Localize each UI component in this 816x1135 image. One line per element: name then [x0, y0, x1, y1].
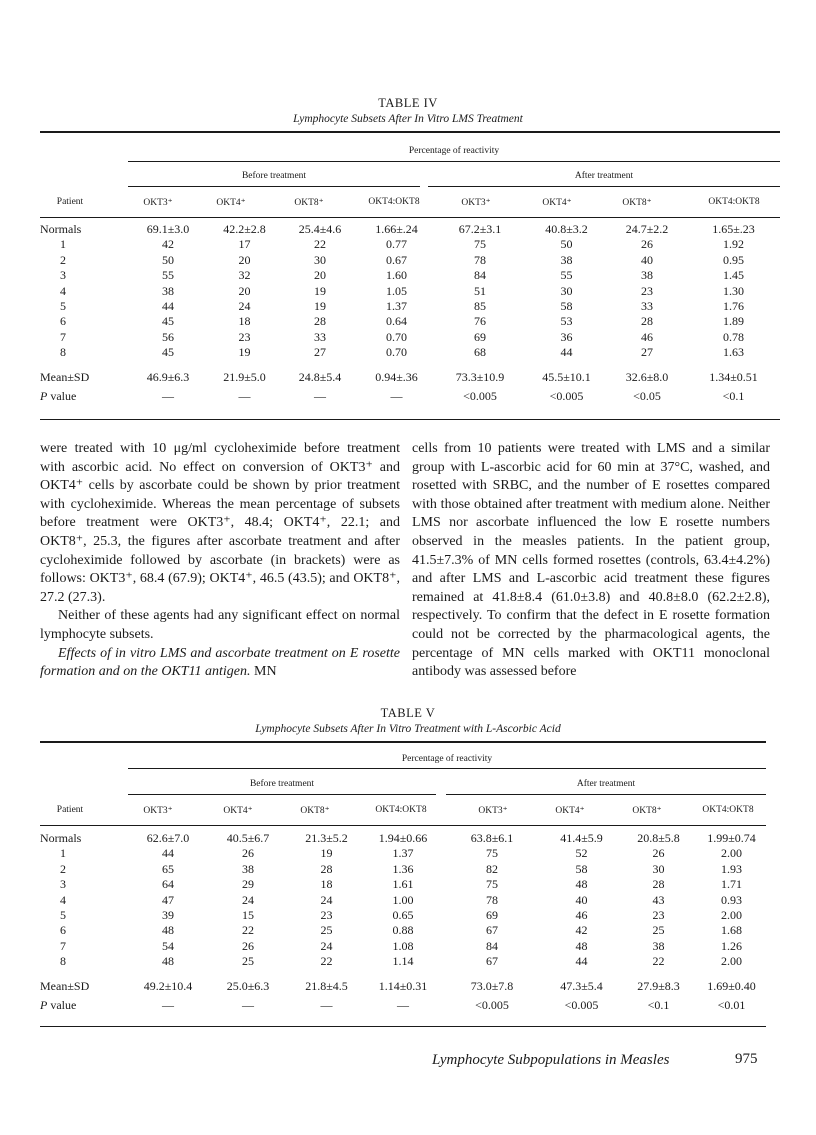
table-cell: 55: [162, 268, 174, 283]
row-label: 2: [60, 861, 66, 876]
table-row: [40, 908, 766, 923]
table-cell: 25: [320, 923, 333, 938]
table-cell: 21.8±4.5: [305, 978, 348, 993]
row-label: 5: [60, 299, 66, 314]
table-row: [40, 877, 766, 892]
table-row: [40, 954, 766, 969]
table-cell: 18: [320, 877, 333, 892]
table-cell: 49.2±10.4: [143, 978, 193, 993]
table-row: [40, 268, 780, 283]
table-cell: 23: [641, 283, 653, 298]
table-cell: 0.64: [386, 314, 407, 329]
table-cell: <0.1: [722, 389, 745, 404]
normals-row: [40, 831, 766, 846]
table-cell: 2.00: [721, 908, 742, 923]
table-cell: 23: [320, 908, 333, 923]
table-cell: 38: [560, 252, 573, 267]
table-row: [40, 284, 780, 299]
table-cell: 20.8±5.8: [637, 831, 680, 845]
table-row: [40, 893, 766, 908]
table-cell: 46.9±6.3: [146, 369, 190, 384]
table-cell: 24.8±5.4: [298, 369, 342, 384]
table5-col-ratio-after: OKT4:OKT8: [702, 805, 754, 815]
table-cell: 78: [474, 252, 486, 267]
row-label: 7: [60, 938, 66, 953]
table-cell: 27: [641, 345, 653, 360]
table-cell: 25.0±6.3: [226, 978, 270, 993]
body-left-paragraph-1: were treated with 10 μg/ml cycloheximide before treatment with ascorbic acid. No effect on conversion of OKT3⁺ and OKT4⁺ cells by ascorbate could be shown by prior treatment with cycloheximide. Whereas the mean percentage of subsets before treatment were OKT3⁺, 48.4; OKT4⁺, 22.1; and OKT8⁺, 25.3, the figures after ascorbate treatment and after cycloheximide followed by ascorbate (in brackets) were as follows: OKT3⁺, 68.4 (67.9); OKT4⁺, 46.5 (43.5); and OKT8⁺, 27.2 (27.3).: [40, 441, 400, 605]
table-cell: 30: [652, 861, 665, 876]
row-label: 3: [60, 877, 66, 892]
table-cell: 1.34±0.51: [709, 369, 758, 384]
table-row: [40, 939, 766, 954]
running-footer: [432, 1051, 669, 1069]
table-cell: 51: [474, 283, 486, 298]
table-cell: 1.76: [723, 299, 744, 314]
table-cell: 32: [238, 268, 251, 283]
p-italic: P: [40, 389, 48, 404]
table-cell: 54: [162, 938, 174, 953]
table5-col-okt3-after: OKT3⁺: [478, 806, 508, 816]
table5-col-okt8-after: OKT8⁺: [632, 806, 662, 816]
table-cell: 0.94±.36: [375, 369, 418, 384]
table-cell: 75: [474, 237, 486, 252]
table4-col-okt3-before: OKT3⁺: [143, 198, 173, 208]
table-cell: 1.63: [723, 345, 744, 360]
table4-title: TABLE IV: [378, 96, 438, 110]
table5-col-okt8-before: OKT8⁺: [300, 806, 330, 816]
table4-col-okt4-after: OKT4⁺: [542, 198, 572, 208]
table4-before-label: Before treatment: [241, 171, 307, 181]
table-cell: 0.95: [723, 252, 744, 267]
table4-col-ratio-after: OKT4:OKT8: [708, 197, 760, 207]
table-cell: 1.26: [721, 938, 742, 953]
table-cell: 20: [314, 268, 326, 283]
table-cell: 47: [162, 892, 174, 907]
table-cell: 40: [641, 252, 653, 267]
table4-caption: Lymphocyte Subsets After In Vitro LMS Treatment: [293, 113, 523, 125]
table5-group-rule: [128, 768, 766, 769]
table-cell: 27: [314, 345, 326, 360]
table-cell: 48: [162, 954, 174, 969]
table4-col-ratio-before: OKT4:OKT8: [368, 197, 420, 207]
table-row: [40, 253, 780, 268]
table5-before-label: Before treatment: [249, 779, 315, 789]
table-row: [40, 923, 766, 938]
table-cell: <0.005: [564, 998, 599, 1013]
table-cell: 42: [162, 237, 174, 252]
table-cell: 1.14±0.31: [378, 978, 428, 993]
table-cell: 85: [474, 299, 486, 314]
table-cell: 1.30: [723, 283, 744, 298]
table-cell: 69: [486, 908, 498, 923]
table-cell: 19: [320, 846, 333, 861]
table-cell: 24: [320, 892, 333, 907]
table-cell: 1.65±.23: [712, 222, 755, 236]
table-cell: 58: [560, 299, 573, 314]
table-cell: 1.36: [392, 861, 414, 876]
table-cell: 44: [575, 954, 588, 969]
table5-after-label: After treatment: [576, 779, 636, 789]
table-cell: 69.1±3.0: [146, 222, 190, 236]
table-cell: 1.93: [721, 861, 742, 876]
table-cell: 38: [652, 938, 665, 953]
table5-before-rule: [128, 794, 436, 795]
table5-bottom-rule: [40, 1026, 766, 1027]
table-cell: 23: [238, 329, 251, 344]
table-cell: 19: [314, 299, 326, 314]
table-cell: 32.6±8.0: [625, 369, 669, 384]
table-cell: 46: [641, 329, 653, 344]
row-label: 8: [60, 345, 66, 360]
row-label: 1: [60, 846, 66, 861]
table-cell: —: [238, 389, 251, 404]
table5-col-okt3-before: OKT3⁺: [143, 806, 173, 816]
table-cell: 1.94±0.66: [378, 831, 428, 845]
table-cell: 76: [474, 314, 486, 329]
row-label: P value: [40, 998, 77, 1013]
table4-col-okt8-before: OKT8⁺: [294, 198, 324, 208]
table-cell: 1.14: [392, 954, 414, 969]
table-row: [40, 846, 766, 861]
table-cell: 73.3±10.9: [455, 369, 505, 384]
table5-body: [40, 831, 766, 1013]
table5-title: TABLE V: [380, 706, 436, 720]
table-row: [40, 330, 780, 345]
table-cell: 1.89: [723, 314, 744, 329]
table-cell: 24.7±2.2: [625, 222, 669, 236]
body-left-paragraph-2: Neither of these agents had any significant effect on normal lymphocyte subsets.: [40, 608, 400, 642]
table-cell: 43: [652, 892, 665, 907]
table-cell: 1.61: [392, 877, 414, 892]
table5-patient-header: Patient: [56, 805, 84, 815]
table-cell: —: [242, 998, 254, 1013]
table-cell: 26: [652, 846, 665, 861]
table4-col-okt8-after: OKT8⁺: [622, 198, 652, 208]
row-label: 6: [60, 314, 66, 329]
table-cell: 44: [162, 299, 174, 314]
table-cell: 1.68: [721, 923, 742, 938]
table-cell: 58: [575, 861, 588, 876]
table-cell: 46: [575, 908, 588, 923]
table-cell: 63.8±6.1: [470, 831, 514, 845]
p-italic: P: [40, 998, 48, 1013]
table-cell: 38: [162, 283, 174, 298]
table4-col-okt3-after: OKT3⁺: [461, 198, 491, 208]
section-heading: Effects of in vitro LMS and ascorbate treatment on E rosette formation and on the OKT11 antigen.: [40, 645, 400, 680]
table-cell: 50: [560, 237, 573, 252]
table-cell: 20: [238, 252, 251, 267]
row-label: 4: [60, 892, 66, 907]
table-cell: 2.00: [721, 954, 742, 969]
table-cell: 24: [238, 299, 251, 314]
table-cell: 20: [238, 283, 251, 298]
table-cell: 2.00: [721, 846, 742, 861]
table-cell: 42: [575, 923, 588, 938]
table-cell: 69: [474, 329, 486, 344]
row-label: 8: [60, 954, 66, 969]
row-label: 7: [60, 329, 66, 344]
table-cell: 64: [162, 877, 174, 892]
table-cell: <0.1: [647, 998, 670, 1013]
table-cell: 1.92: [723, 237, 744, 252]
body-left-column: [40, 440, 400, 682]
table-cell: 22: [242, 923, 254, 938]
table-cell: 27.9±8.3: [637, 978, 680, 993]
table-cell: 40.5±6.7: [226, 831, 270, 845]
table-cell: 45: [162, 314, 174, 329]
table-cell: 1.45: [723, 268, 744, 283]
table5-header-rule: [40, 825, 766, 826]
row-label: 1: [60, 237, 66, 252]
table-cell: 0.88: [392, 923, 414, 938]
table-cell: 28: [652, 877, 665, 892]
body-right-column: [412, 440, 770, 682]
page-number: 975: [735, 1051, 758, 1067]
table-cell: 28: [314, 314, 326, 329]
table-cell: 53: [560, 314, 573, 329]
table-cell: 1.99±0.74: [707, 831, 756, 845]
table-cell: 24: [320, 938, 333, 953]
table-cell: 17: [238, 237, 251, 252]
body-right-paragraph-1: cells from 10 patients were treated with LMS and a similar group with L-ascorbic acid for 60 min at 37°C, washed, and rosetted with SRBC, and the number of E rosettes compared with those obtained after treatment with medium alone. Neither LMS nor ascorbate influenced the low E rosette numbers observed in the measles patients. In the patient group, 41.5±7.3% of MN cells formed rosettes (controls, 63.4±4.2%) and after LMS and L-ascorbic acid treatment these figures remained at 41.8±8.4 (61.0±3.8) and 40.8±8.0 (62.2±2.8), respectively. To confirm that the defect in E rosette formation could not be corrected by the pharmacological agents, the percentage of MN cells marked with OKT11 monoclonal antibody was assessed before: [412, 441, 770, 680]
table-cell: 44: [162, 846, 174, 861]
table-cell: 26: [242, 938, 254, 953]
table4-before-rule: [128, 186, 420, 187]
table-cell: 67: [486, 923, 498, 938]
table-cell: 0.70: [386, 329, 407, 344]
table-cell: 40.8±3.2: [545, 222, 588, 236]
table-cell: 68: [474, 345, 486, 360]
table4-group-rule: [128, 161, 780, 162]
table-cell: 30: [560, 283, 573, 298]
table-cell: 28: [641, 314, 653, 329]
table-cell: 82: [486, 861, 498, 876]
table-row: [40, 862, 766, 877]
table-cell: 48: [575, 938, 588, 953]
table4-column-headers: [128, 197, 780, 211]
table-cell: —: [314, 389, 326, 404]
table-cell: 67.2±3.1: [458, 222, 502, 236]
table-cell: 0.78: [723, 329, 744, 344]
table-cell: —: [320, 998, 333, 1013]
table-cell: 84: [486, 938, 498, 953]
table-row: [40, 237, 780, 252]
table-cell: 45.5±10.1: [542, 369, 591, 384]
table5-group-header: Percentage of reactivity: [401, 754, 493, 764]
table-cell: 33: [641, 299, 653, 314]
table-cell: 52: [575, 846, 588, 861]
table4-group-header: Percentage of reactivity: [408, 146, 500, 156]
table4-body: [40, 222, 780, 404]
table4-col-okt4-before: OKT4⁺: [216, 198, 246, 208]
row-label: 6: [60, 923, 66, 938]
table-cell: <0.05: [633, 389, 661, 404]
table-cell: 75: [486, 846, 498, 861]
body-left-paragraph-3: Effects of in vitro LMS and ascorbate treatment on E rosette formation and on the OKT11 antigen. MN: [40, 645, 400, 680]
table-cell: 62.6±7.0: [146, 831, 190, 845]
table-cell: 78: [486, 892, 498, 907]
table-cell: 45: [162, 345, 174, 360]
row-label: Mean±SD: [40, 978, 90, 993]
table5-caption: Lymphocyte Subsets After In Vitro Treatment with L-Ascorbic Acid: [255, 723, 561, 735]
table-cell: 42.2±2.8: [223, 222, 266, 236]
table-cell: 26: [641, 237, 653, 252]
row-label: P value: [40, 389, 77, 404]
table-cell: 24: [242, 892, 254, 907]
table-cell: 0.93: [721, 892, 742, 907]
table-cell: 48: [162, 923, 174, 938]
table-cell: <0.005: [475, 998, 509, 1013]
table5-col-ratio-before: OKT4:OKT8: [375, 805, 427, 815]
running-title: Lymphocyte Subpopulations in Measles: [432, 1052, 670, 1068]
table-cell: 1.60: [386, 268, 407, 283]
table-cell: 47.3±5.4: [560, 978, 603, 993]
row-label: 5: [60, 908, 66, 923]
table-cell: 65: [162, 861, 174, 876]
table-cell: 41.4±5.9: [560, 831, 603, 845]
table-cell: 1.37: [392, 846, 414, 861]
table-cell: 44: [560, 345, 573, 360]
table-cell: —: [162, 389, 174, 404]
table-cell: 56: [162, 329, 174, 344]
table-cell: 1.05: [386, 283, 407, 298]
row-label: Normals: [40, 831, 82, 845]
table-cell: 39: [162, 908, 174, 923]
table-cell: 36: [560, 329, 573, 344]
table5-col-okt4-before: OKT4⁺: [223, 806, 253, 816]
row-label: 3: [60, 268, 66, 283]
table-cell: 75: [486, 877, 498, 892]
table-cell: 67: [486, 954, 498, 969]
table-row: [40, 299, 780, 314]
row-label: 2: [60, 252, 66, 267]
table-cell: 38: [242, 861, 254, 876]
table-cell: 22: [652, 954, 665, 969]
table-cell: <0.005: [549, 389, 584, 404]
table5-col-okt4-after: OKT4⁺: [555, 806, 585, 816]
table-cell: 21.9±5.0: [223, 369, 266, 384]
table-cell: 84: [474, 268, 486, 283]
table-cell: 1.08: [392, 938, 414, 953]
table-cell: 0.77: [386, 237, 407, 252]
table-cell: 1.71: [721, 877, 742, 892]
table-cell: 29: [242, 877, 254, 892]
table-cell: 21.3±5.2: [305, 831, 348, 845]
table-cell: —: [162, 998, 174, 1013]
row-label: 4: [60, 283, 66, 298]
table-cell: 40: [575, 892, 588, 907]
table-cell: 1.00: [392, 892, 414, 907]
table-cell: 55: [560, 268, 573, 283]
table-cell: 0.70: [386, 345, 407, 360]
table-row: [40, 345, 780, 360]
table4-bottom-rule: [40, 419, 780, 420]
row-label: Mean±SD: [40, 369, 90, 384]
table4-top-rule: [40, 131, 780, 133]
table-cell: 18: [238, 314, 251, 329]
table-cell: 25: [652, 923, 665, 938]
pvalue-row: [40, 385, 780, 404]
table-cell: 1.69±0.40: [707, 978, 756, 993]
table-cell: <0.01: [717, 998, 746, 1013]
table5-top-rule: [40, 741, 766, 743]
table4-after-label: After treatment: [574, 171, 634, 181]
table-cell: 26: [242, 846, 254, 861]
table-cell: 1.37: [386, 299, 407, 314]
table-cell: 15: [242, 908, 254, 923]
table-cell: 50: [162, 252, 174, 267]
table4-header-rule: [40, 217, 780, 218]
table-cell: 0.65: [392, 908, 414, 923]
normals-row: [40, 222, 780, 237]
table4-after-rule: [428, 186, 780, 187]
table-cell: 0.67: [386, 252, 407, 267]
table-cell: 73.0±7.8: [470, 978, 514, 993]
pvalue-row: [40, 994, 766, 1013]
table-cell: 30: [314, 252, 326, 267]
table-cell: 22: [314, 237, 326, 252]
table-cell: <0.005: [463, 389, 497, 404]
table-cell: 22: [320, 954, 333, 969]
table-cell: 28: [320, 861, 333, 876]
table-cell: 48: [575, 877, 588, 892]
table-cell: 33: [314, 329, 326, 344]
table-cell: 19: [238, 345, 251, 360]
table4-patient-header: Patient: [56, 197, 84, 207]
mean-row: [40, 361, 780, 385]
table-cell: 1.66±.24: [375, 222, 418, 236]
row-label: Normals: [40, 222, 82, 236]
table5-after-rule: [446, 794, 766, 795]
mean-row: [40, 970, 766, 994]
table-cell: —: [390, 389, 403, 404]
table-cell: 25: [242, 954, 254, 969]
table-cell: 38: [641, 268, 653, 283]
table-cell: 23: [652, 908, 665, 923]
table5-column-headers: [128, 805, 766, 819]
table-row: [40, 314, 780, 329]
table-cell: —: [397, 998, 409, 1013]
table-cell: 19: [314, 283, 326, 298]
table-cell: 25.4±4.6: [298, 222, 342, 236]
